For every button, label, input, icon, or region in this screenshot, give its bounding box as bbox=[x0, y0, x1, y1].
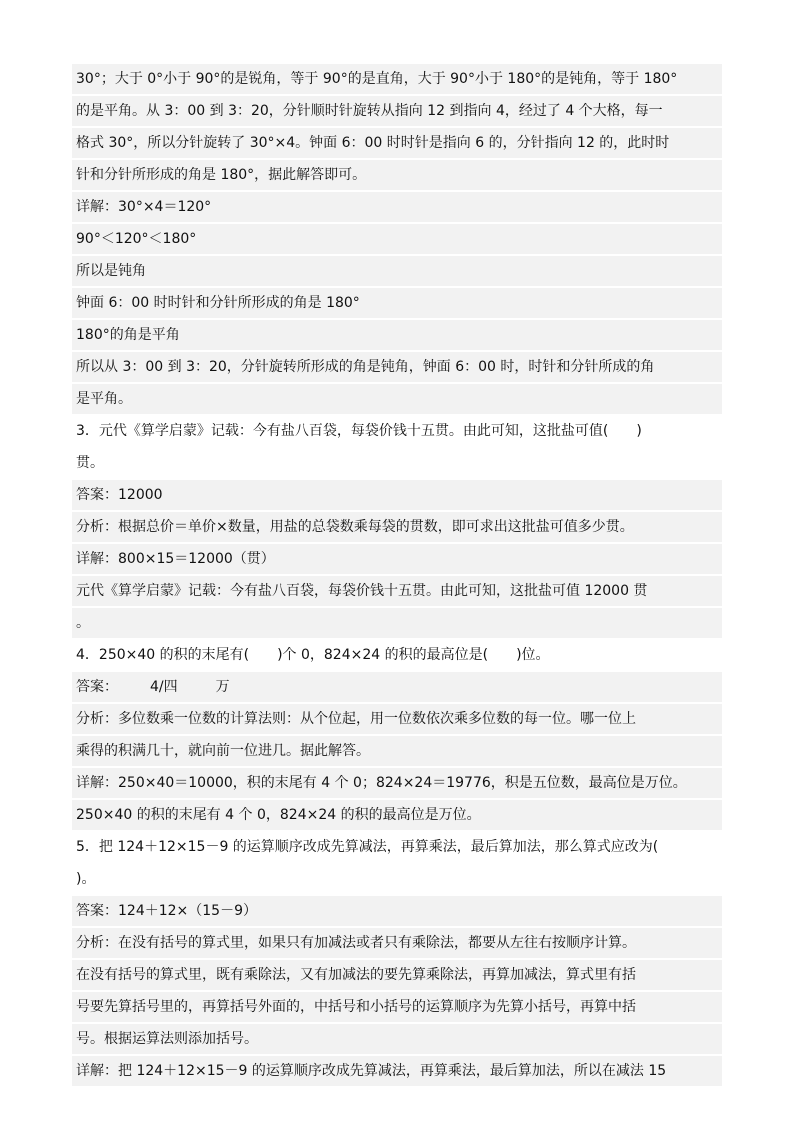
text-line bbox=[72, 864, 722, 896]
text-line bbox=[72, 544, 722, 576]
text-line bbox=[72, 288, 722, 320]
line-text: 钟面 6：00 时时针和分针所形成的角是 180° bbox=[76, 295, 360, 311]
text-line bbox=[72, 512, 722, 544]
line-text: 分析：多位数乘一位数的计算法则：从个位起，用一位数依次乘多位数的每一位。哪一位上 bbox=[76, 711, 636, 727]
text-line bbox=[72, 224, 722, 256]
text-line bbox=[72, 800, 722, 832]
line-text: 的是平角。从 3：00 到 3：20，分针顺时针旋转从指向 12 到指向 4，经过了 4 个大格，每一 bbox=[76, 103, 663, 119]
line-text: 答案：124＋12×（15－9） bbox=[76, 903, 257, 919]
answer-value: 4/四 bbox=[150, 679, 178, 695]
line-text: 分析：根据总价＝单价×数量，用盐的总袋数乘每袋的贯数，即可求出这批盐可值多少贯。 bbox=[76, 519, 634, 535]
line-text: 在没有括号的算式里，既有乘除法，又有加减法的要先算乘除法，再算加减法，算式里有括 bbox=[76, 967, 636, 983]
line-text: 。 bbox=[76, 615, 90, 631]
line-text: 答案： bbox=[76, 679, 118, 695]
line-text: 详解：250×40＝10000，积的末尾有 4 个 0；824×24＝19776，积是五位数，最高位是万位。 bbox=[76, 775, 687, 791]
text-line bbox=[72, 64, 722, 96]
line-text: 3．元代《算学启蒙》记载：今有盐八百袋，每袋价钱十五贯。由此可知，这批盐可值( ) bbox=[76, 423, 642, 439]
document-body bbox=[72, 64, 722, 1088]
text-line bbox=[72, 576, 722, 608]
line-text: 号要先算括号里的，再算括号外面的，中括号和小括号的运算顺序为先算小括号，再算中括 bbox=[76, 999, 636, 1015]
line-text: 180°的角是平角 bbox=[76, 327, 180, 343]
text-line bbox=[72, 320, 722, 352]
answer-value: 万 bbox=[215, 679, 230, 695]
text-line bbox=[72, 736, 722, 768]
line-text: 格式 30°，所以分针旋转了 30°×4。钟面 6：00 时时针是指向 6 的，分针指向 12 的，此时时 bbox=[76, 135, 670, 151]
line-text: 分析：在没有括号的算式里，如果只有加减法或者只有乘除法，都要从左往右按顺序计算。 bbox=[76, 935, 636, 951]
text-line bbox=[72, 832, 722, 864]
text-line bbox=[72, 1024, 722, 1056]
line-text: 答案：12000 bbox=[76, 487, 163, 503]
text-line bbox=[72, 672, 722, 704]
text-line bbox=[72, 960, 722, 992]
text-line bbox=[72, 480, 722, 512]
text-line bbox=[72, 192, 722, 224]
line-text: 贯。 bbox=[76, 455, 104, 471]
text-line bbox=[72, 384, 722, 416]
line-text: 详解：30°×4＝120° bbox=[76, 199, 212, 215]
line-text: 号。根据运算法则添加括号。 bbox=[76, 1031, 258, 1047]
text-line bbox=[72, 128, 722, 160]
line-text: 所以从 3：00 到 3：20，分针旋转所形成的角是钝角，钟面 6：00 时，时针和分针所成的角 bbox=[76, 359, 655, 375]
line-text: 详解：把 124＋12×15－9 的运算顺序改成先算减法，再算乘法，最后算加法，所以在减法 15 bbox=[76, 1063, 667, 1079]
text-line bbox=[72, 992, 722, 1024]
line-text: 乘得的积满几十，就向前一位进几。据此解答。 bbox=[76, 743, 370, 759]
line-text: 90°＜120°＜180° bbox=[76, 231, 197, 247]
text-line bbox=[72, 160, 722, 192]
line-text: 250×40 的积的末尾有 4 个 0，824×24 的积的最高位是万位。 bbox=[76, 807, 481, 823]
text-line bbox=[72, 448, 722, 480]
text-line bbox=[72, 1056, 722, 1088]
text-line bbox=[72, 352, 722, 384]
text-line bbox=[72, 704, 722, 736]
text-line bbox=[72, 640, 722, 672]
line-text: 30°；大于 0°小于 90°的是锐角，等于 90°的是直角，大于 90°小于 180°的是钝角，等于 180° bbox=[76, 71, 678, 87]
line-text: 针和分针所形成的角是 180°，据此解答即可。 bbox=[76, 167, 367, 183]
text-line bbox=[72, 768, 722, 800]
text-line bbox=[72, 928, 722, 960]
text-line bbox=[72, 608, 722, 640]
line-text: 详解：800×15＝12000（贯） bbox=[76, 551, 275, 567]
line-text: 4．250×40 的积的末尾有( )个 0，824×24 的积的最高位是( )位。 bbox=[76, 647, 550, 663]
text-line bbox=[72, 256, 722, 288]
text-line bbox=[72, 416, 722, 448]
line-text: 元代《算学启蒙》记载：今有盐八百袋，每袋价钱十五贯。由此可知，这批盐可值 12000 贯 bbox=[76, 583, 648, 599]
text-line bbox=[72, 896, 722, 928]
text-line bbox=[72, 96, 722, 128]
line-text: 所以是钝角 bbox=[76, 263, 146, 279]
line-text: 是平角。 bbox=[76, 391, 132, 407]
line-text: 5．把 124＋12×15－9 的运算顺序改成先算减法，再算乘法，最后算加法，那么算式应改为( bbox=[76, 839, 659, 855]
line-text: )。 bbox=[76, 871, 96, 887]
